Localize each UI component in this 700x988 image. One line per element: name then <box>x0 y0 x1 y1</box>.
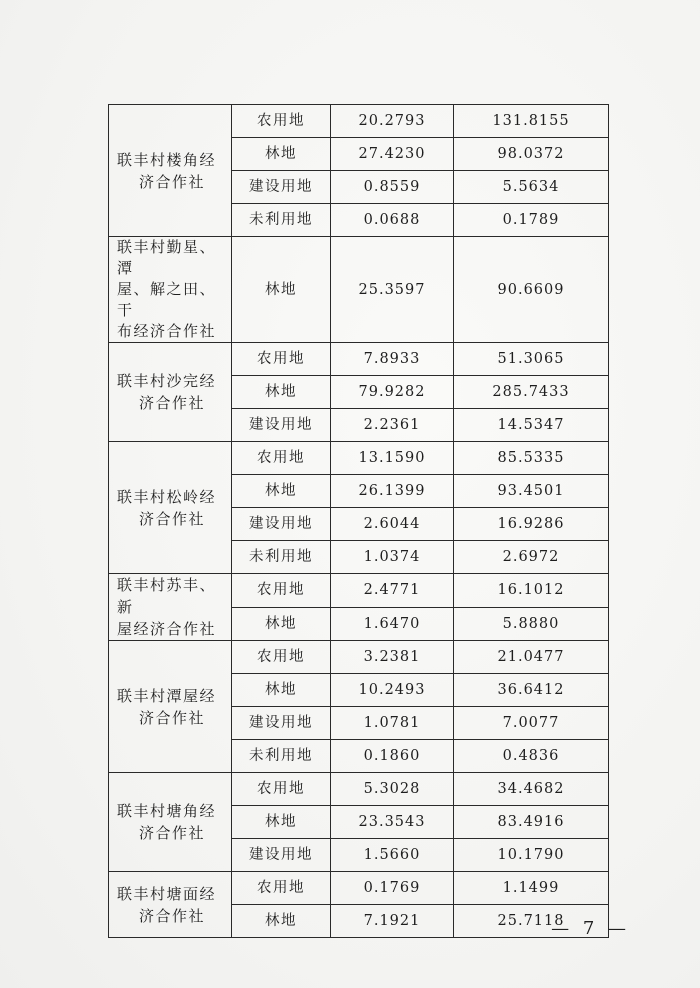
value-cell: 83.4916 <box>454 806 609 839</box>
value-cell: 1.5660 <box>331 839 454 872</box>
value-cell: 26.1399 <box>331 475 454 508</box>
value-cell: 2.4771 <box>331 574 454 608</box>
land-area-table <box>108 104 609 938</box>
value-cell: 21.0477 <box>454 641 609 674</box>
unit-name-line: 济合作社 <box>139 394 206 412</box>
land-type-cell: 林地 <box>232 237 331 343</box>
value-cell: 23.3543 <box>331 806 454 839</box>
land-type-cell: 林地 <box>232 607 331 641</box>
value-cell: 14.5347 <box>454 409 609 442</box>
value-cell: 13.1590 <box>331 442 454 475</box>
land-type-cell: 建设用地 <box>232 508 331 541</box>
value-cell: 85.5335 <box>454 442 609 475</box>
unit-name-line: 联丰村勤星、潭 <box>117 238 217 277</box>
unit-name-cell <box>109 872 232 938</box>
land-type-cell: 未利用地 <box>232 740 331 773</box>
value-cell: 90.6609 <box>454 237 609 343</box>
value-cell: 2.2361 <box>331 409 454 442</box>
page-number: — 7 — <box>551 918 630 939</box>
value-cell: 7.0077 <box>454 707 609 740</box>
value-cell: 51.3065 <box>454 343 609 376</box>
unit-name-line: 联丰村松岭经 <box>117 487 217 506</box>
unit-name-cell <box>109 773 232 872</box>
table-row <box>109 872 609 905</box>
land-type-cell: 农用地 <box>232 442 331 475</box>
land-type-cell: 建设用地 <box>232 707 331 740</box>
value-cell: 2.6044 <box>331 508 454 541</box>
value-cell: 79.9282 <box>331 376 454 409</box>
value-cell: 131.8155 <box>454 105 609 138</box>
value-cell: 2.6972 <box>454 541 609 574</box>
value-cell: 25.7118 <box>454 905 609 938</box>
land-type-cell: 林地 <box>232 806 331 839</box>
unit-name-cell <box>109 442 232 574</box>
value-cell: 16.9286 <box>454 508 609 541</box>
value-cell: 16.1012 <box>454 574 609 608</box>
value-cell: 0.1860 <box>331 740 454 773</box>
unit-name-line: 联丰村潭屋经 <box>117 686 217 705</box>
unit-name-line: 联丰村苏丰、新 <box>117 576 217 616</box>
unit-name-line: 屋经济合作社 <box>117 620 217 638</box>
land-type-cell: 未利用地 <box>232 541 331 574</box>
value-cell: 1.0374 <box>331 541 454 574</box>
land-type-cell: 农用地 <box>232 343 331 376</box>
value-cell: 5.8880 <box>454 607 609 641</box>
land-type-cell: 林地 <box>232 376 331 409</box>
table-row <box>109 343 609 376</box>
unit-name-line: 济合作社 <box>139 708 206 727</box>
land-type-cell: 建设用地 <box>232 839 331 872</box>
value-cell: 0.1789 <box>454 204 609 237</box>
value-cell: 0.0688 <box>331 204 454 237</box>
table-row <box>109 105 609 138</box>
land-type-cell: 农用地 <box>232 574 331 608</box>
value-cell: 0.4836 <box>454 740 609 773</box>
land-type-cell: 林地 <box>232 475 331 508</box>
value-cell: 1.1499 <box>454 872 609 905</box>
land-type-cell: 林地 <box>232 674 331 707</box>
table-row <box>109 641 609 674</box>
value-cell: 1.6470 <box>331 607 454 641</box>
land-type-cell: 农用地 <box>232 872 331 905</box>
value-cell: 36.6412 <box>454 674 609 707</box>
value-cell: 98.0372 <box>454 138 609 171</box>
value-cell: 0.8559 <box>331 171 454 204</box>
value-cell: 10.1790 <box>454 839 609 872</box>
land-type-cell: 农用地 <box>232 105 331 138</box>
land-type-cell: 建设用地 <box>232 409 331 442</box>
unit-name-cell <box>109 574 232 641</box>
table-row <box>109 237 609 343</box>
land-type-cell: 农用地 <box>232 641 331 674</box>
value-cell: 25.3597 <box>331 237 454 343</box>
unit-name-line: 济合作社 <box>139 172 206 191</box>
table-row <box>109 442 609 475</box>
unit-name-cell <box>109 343 232 442</box>
unit-name-line: 联丰村塘面经 <box>117 884 217 903</box>
unit-name-line: 联丰村塘角经 <box>117 802 217 820</box>
land-type-cell: 未利用地 <box>232 204 331 237</box>
land-type-cell: 建设用地 <box>232 171 331 204</box>
table-row <box>109 773 609 806</box>
value-cell: 7.8933 <box>331 343 454 376</box>
unit-name-cell <box>109 237 232 343</box>
unit-name-line: 济合作社 <box>139 824 206 842</box>
value-cell: 1.0781 <box>331 707 454 740</box>
value-cell: 3.2381 <box>331 641 454 674</box>
value-cell: 0.1769 <box>331 872 454 905</box>
unit-name-line: 联丰村楼角经 <box>117 150 217 169</box>
value-cell: 5.3028 <box>331 773 454 806</box>
unit-name-cell <box>109 641 232 773</box>
value-cell: 5.5634 <box>454 171 609 204</box>
unit-name-line: 济合作社 <box>139 906 206 925</box>
value-cell: 34.4682 <box>454 773 609 806</box>
value-cell: 27.4230 <box>331 138 454 171</box>
value-cell: 10.2493 <box>331 674 454 707</box>
value-cell: 7.1921 <box>331 905 454 938</box>
unit-name-line: 屋、解之田、干 <box>117 280 217 319</box>
unit-name-cell <box>109 105 232 237</box>
value-cell: 20.2793 <box>331 105 454 138</box>
unit-name-line: 济合作社 <box>139 509 206 528</box>
land-type-cell: 农用地 <box>232 773 331 806</box>
land-type-cell: 林地 <box>232 138 331 171</box>
value-cell: 285.7433 <box>454 376 609 409</box>
unit-name-line: 布经济合作社 <box>117 322 217 340</box>
value-cell: 93.4501 <box>454 475 609 508</box>
table-row <box>109 574 609 608</box>
unit-name-line: 联丰村沙完经 <box>117 372 217 390</box>
land-type-cell: 林地 <box>232 905 331 938</box>
